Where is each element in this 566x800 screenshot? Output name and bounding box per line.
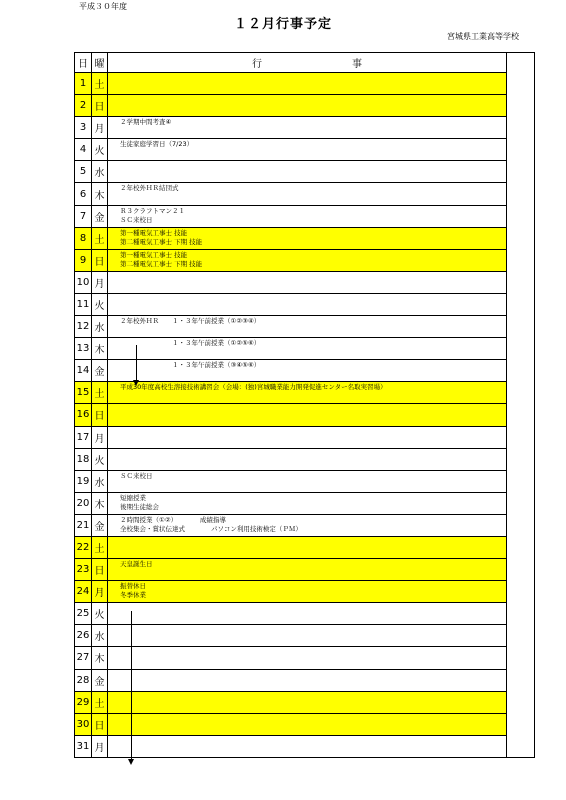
table-row: [75, 205, 535, 227]
day-number: 15: [75, 382, 92, 404]
weekday: 金: [92, 360, 108, 382]
table-row: [75, 713, 535, 735]
weekday: 日: [92, 404, 108, 426]
day-number: 1: [75, 73, 92, 95]
event-text: ＳＣ来校日: [120, 471, 153, 480]
event-cell: [108, 382, 507, 404]
day-number: 26: [75, 625, 92, 647]
day-number: 25: [75, 603, 92, 625]
event-cell: [108, 625, 507, 647]
notes-cell: [507, 514, 535, 536]
table-row: [75, 669, 535, 691]
continuation-arrow-head-icon: [133, 380, 139, 386]
table-row: [75, 95, 535, 117]
event-text: 振替休日: [120, 582, 146, 591]
day-number: 10: [75, 271, 92, 293]
weekday: 火: [92, 139, 108, 161]
event-text: 第二種電気工事士 下期 技能: [120, 259, 203, 268]
day-number: 20: [75, 492, 92, 514]
day-number: 24: [75, 581, 92, 603]
event-text: 短縮授業: [120, 493, 146, 502]
table-row: [75, 559, 535, 581]
weekday: 木: [92, 338, 108, 360]
event-cell: [108, 603, 507, 625]
day-number: 18: [75, 448, 92, 470]
event-cell: [108, 448, 507, 470]
weekday: 土: [92, 73, 108, 95]
day-number: 31: [75, 735, 92, 757]
notes-cell: [507, 360, 535, 382]
notes-cell: [507, 161, 535, 183]
notes-cell: [507, 713, 535, 735]
notes-cell: [507, 73, 535, 95]
table-row: [75, 426, 535, 448]
notes-cell: [507, 603, 535, 625]
event-text: 生徒家庭学習日（7/23）: [120, 140, 194, 149]
notes-cell: [507, 735, 535, 757]
day-number: 13: [75, 338, 92, 360]
weekday: 金: [92, 205, 108, 227]
event-cell: [108, 404, 507, 426]
event-cell: [108, 271, 507, 293]
event-cell: [108, 316, 507, 338]
column-header-events: 行 事: [108, 53, 507, 73]
event-text: 第二種電気工事士 下期 技能: [120, 237, 203, 246]
weekday: 水: [92, 161, 108, 183]
day-number: 28: [75, 669, 92, 691]
event-text: 天皇誕生日: [120, 560, 153, 569]
day-number: 8: [75, 227, 92, 249]
event-cell: [108, 183, 507, 205]
event-text: ２学期中間考査④: [120, 118, 172, 127]
weekday: 日: [92, 713, 108, 735]
notes-cell: [507, 492, 535, 514]
event-cell: [108, 205, 507, 227]
event-cell: [108, 139, 507, 161]
weekday: 火: [92, 448, 108, 470]
notes-cell: [507, 95, 535, 117]
table-row: [75, 316, 535, 338]
notes-cell: [507, 448, 535, 470]
notes-cell: [507, 249, 535, 271]
table-row: [75, 470, 535, 492]
table-row: [75, 448, 535, 470]
weekday: 木: [92, 183, 108, 205]
day-number: 14: [75, 360, 92, 382]
day-number: 12: [75, 316, 92, 338]
event-text: 平成30年度高校生溶接技術講習会（会場：(独)宮城職業能力開発促進センター名取実習場）: [120, 383, 387, 392]
notes-cell: [507, 581, 535, 603]
event-cell: [108, 581, 507, 603]
event-cell: [108, 559, 507, 581]
weekday: 月: [92, 581, 108, 603]
notes-cell: [507, 404, 535, 426]
table-row: [75, 382, 535, 404]
event-text: ＳＣ来校日: [120, 215, 153, 224]
table-row: [75, 647, 535, 669]
day-number: 19: [75, 470, 92, 492]
weekday: 木: [92, 492, 108, 514]
event-text: １・３年午前授業（③④⑤⑥）: [120, 361, 261, 370]
table-row: [75, 492, 535, 514]
schedule-table: [74, 52, 535, 758]
event-cell: [108, 514, 507, 536]
notes-cell: [507, 183, 535, 205]
notes-cell: [507, 536, 535, 558]
page-title: １２月行事予定: [233, 17, 332, 32]
event-cell: [108, 117, 507, 139]
weekday: 月: [92, 735, 108, 757]
weekday: 日: [92, 249, 108, 271]
column-header-day: 日: [75, 53, 92, 73]
table-row: [75, 161, 535, 183]
event-text: 冬季休業: [120, 591, 146, 600]
notes-cell: [507, 293, 535, 315]
event-text: １・３年午前授業（①②⑤⑥）: [120, 339, 261, 348]
table-row: [75, 293, 535, 315]
day-number: 22: [75, 536, 92, 558]
event-text: 第一種電気工事士 技能: [120, 228, 188, 237]
weekday: 土: [92, 691, 108, 713]
weekday: 水: [92, 316, 108, 338]
weekday: 木: [92, 647, 108, 669]
table-row: [75, 360, 535, 382]
table-row: [75, 691, 535, 713]
table-header-row: [75, 53, 535, 73]
table-row: [75, 735, 535, 757]
day-number: 30: [75, 713, 92, 735]
event-cell: [108, 669, 507, 691]
weekday: 水: [92, 470, 108, 492]
table-row: [75, 625, 535, 647]
notes-cell: [507, 647, 535, 669]
weekday: 金: [92, 669, 108, 691]
weekday: 火: [92, 293, 108, 315]
event-text: 後期生徒総会: [120, 502, 159, 511]
day-number: 21: [75, 514, 92, 536]
table-row: [75, 249, 535, 271]
event-text: 全校集会・賞状伝達式 パソコン利用技術検定（ＰＭ）: [120, 524, 302, 533]
day-number: 29: [75, 691, 92, 713]
weekday: 月: [92, 271, 108, 293]
event-cell: [108, 360, 507, 382]
notes-cell: [507, 470, 535, 492]
notes-cell: [507, 117, 535, 139]
notes-cell: [507, 227, 535, 249]
weekday: 水: [92, 625, 108, 647]
schedule-body: [75, 73, 535, 758]
event-text: 第一種電気工事士 技能: [120, 250, 188, 259]
event-cell: [108, 470, 507, 492]
event-cell: [108, 161, 507, 183]
event-cell: [108, 713, 507, 735]
event-cell: [108, 249, 507, 271]
day-number: 2: [75, 95, 92, 117]
table-row: [75, 271, 535, 293]
day-number: 9: [75, 249, 92, 271]
weekday: 月: [92, 426, 108, 448]
event-text: ２年校外ＨＲ結団式: [120, 184, 179, 193]
day-number: 5: [75, 161, 92, 183]
event-cell: [108, 227, 507, 249]
day-number: 3: [75, 117, 92, 139]
table-row: [75, 603, 535, 625]
weekday: 日: [92, 559, 108, 581]
weekday: 月: [92, 117, 108, 139]
day-number: 17: [75, 426, 92, 448]
table-row: [75, 536, 535, 558]
notes-cell: [507, 139, 535, 161]
event-text: ２年校外ＨＲ １・３年午前授業（①②③④）: [120, 317, 261, 326]
table-row: [75, 338, 535, 360]
column-header-notes: [507, 53, 535, 73]
table-row: [75, 117, 535, 139]
event-text: Ｒ３クラフトマン２１: [120, 206, 185, 215]
day-number: 11: [75, 293, 92, 315]
event-cell: [108, 492, 507, 514]
day-number: 27: [75, 647, 92, 669]
event-cell: [108, 691, 507, 713]
notes-cell: [507, 559, 535, 581]
day-number: 4: [75, 139, 92, 161]
event-cell: [108, 735, 507, 757]
notes-cell: [507, 426, 535, 448]
weekday: 日: [92, 95, 108, 117]
notes-cell: [507, 669, 535, 691]
weekday: 土: [92, 382, 108, 404]
event-cell: [108, 338, 507, 360]
event-cell: [108, 293, 507, 315]
continuation-arrow-head-icon: [128, 759, 134, 765]
notes-cell: [507, 691, 535, 713]
event-cell: [108, 647, 507, 669]
table-row: [75, 227, 535, 249]
fiscal-year: 平成３０年度: [79, 2, 127, 11]
notes-cell: [507, 205, 535, 227]
table-row: [75, 183, 535, 205]
continuation-arrow-line: [136, 345, 137, 380]
table-row: [75, 139, 535, 161]
weekday: 土: [92, 536, 108, 558]
notes-cell: [507, 316, 535, 338]
table-row: [75, 404, 535, 426]
event-cell: [108, 536, 507, 558]
notes-cell: [507, 271, 535, 293]
day-number: 23: [75, 559, 92, 581]
table-row: [75, 514, 535, 536]
event-text: ２時間授業（①②） 成績指導: [120, 515, 226, 524]
weekday: 金: [92, 514, 108, 536]
table-row: [75, 73, 535, 95]
continuation-arrow-line: [131, 611, 132, 759]
weekday: 土: [92, 227, 108, 249]
notes-cell: [507, 338, 535, 360]
weekday: 火: [92, 603, 108, 625]
event-cell: [108, 95, 507, 117]
notes-cell: [507, 382, 535, 404]
table-row: [75, 581, 535, 603]
column-header-weekday: 曜: [92, 53, 108, 73]
event-cell: [108, 73, 507, 95]
day-number: 7: [75, 205, 92, 227]
notes-cell: [507, 625, 535, 647]
day-number: 6: [75, 183, 92, 205]
event-cell: [108, 426, 507, 448]
school-name: 宮城県工業高等学校: [447, 32, 519, 41]
day-number: 16: [75, 404, 92, 426]
